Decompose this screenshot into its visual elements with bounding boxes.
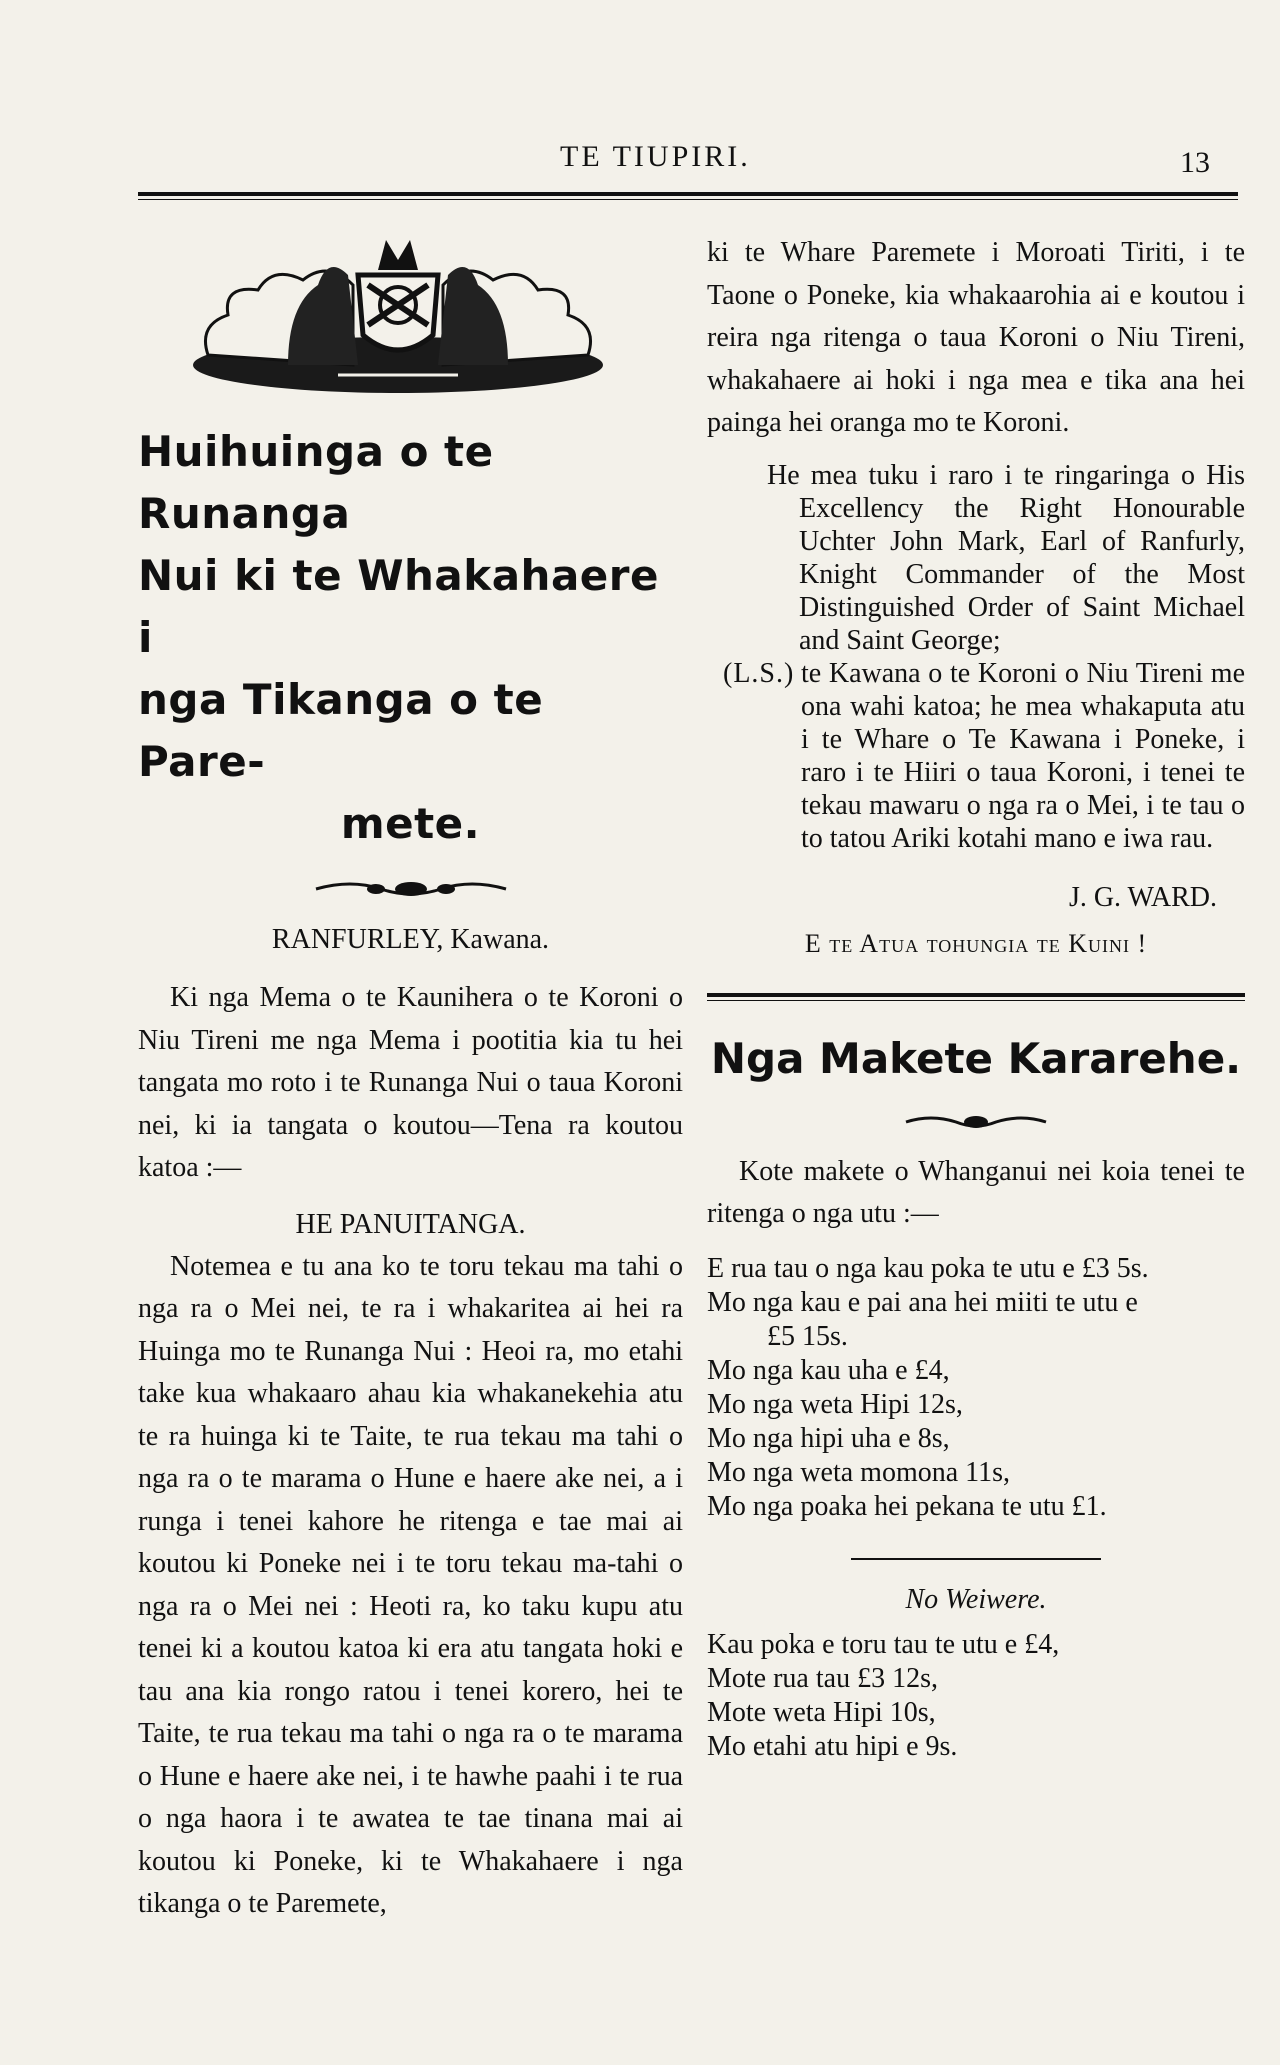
price-line: Mo nga hipi uha e 8s, [707, 1422, 950, 1454]
ornament-divider [311, 877, 511, 901]
headline-line: nga Tikanga o te Pare- [138, 675, 544, 786]
price-line: Mote weta Hipi 10s, [707, 1696, 936, 1728]
price-line: £5 15s. [767, 1320, 848, 1352]
seal-label: (L.S.) [723, 657, 795, 689]
proclamation-first: He mea tuku i raro i te ringaringa o His Excellency the Right Honourable Uchter John Mark, Earl of Ranfurly, Knight Commander of the Most Distinguished Order of Saint Michael and Saint George; [767, 459, 1245, 656]
proclamation [723, 459, 1245, 855]
headline-line: mete. [340, 799, 481, 848]
continuation-paragraph: ki te Whare Paremete i Moroati Tiriti, i te Taone o Poneke, kia whakaarohia ai e koutou i reira nga ritenga o taua Koroni o Niu Tireni, whakahaere ai hoki i nga mea e tika ana hei painga hei oranga mo te Koroni. [707, 237, 1245, 438]
header-rule [138, 192, 1238, 200]
price-line: Mote rua tau £3 12s, [707, 1662, 938, 1694]
weiwere-heading: No Weiwere. [905, 1583, 1047, 1615]
price-line: Mo nga kau e pai ana hei miiti te utu e [707, 1286, 1138, 1318]
main-headline [138, 421, 683, 855]
price-line: Mo nga poaka hei pekana te utu £1. [707, 1490, 1107, 1522]
notice-body: Notemea e tu ana ko te toru tekau ma tahi o nga ra o Mei nei, te ra i whakaritea ai hei ra Huinga mo te Runanga Nui : Heoi ra, mo etahi take kua whakaaro ahau kia whakanekehia atu te ra huinga ki te Taite, te rua tekau ma tahi o nga ra o te marama o Hune e haere ake nei, a i runga i tenei kahore he ritenga e tae mai ai koutou ki Poneke nei i te toru tekau ma-tahi o nga ra o Mei nei : Heoti ra, ko taku kupu atu tenei ki a koutou katoa ki era atu tangata hoki e tau ana kia rongo ratou i tenei korero, hei te Taite, te rua tekau ma tahi o nga ra o te marama o Hune e haere ake nei, i te hawhe paahi i te rua o nga haora i te awatea te tae tinana mai ai koutou ki Poneke, ki te Whakahaere i nga tikanga o te Paremete, [138, 1250, 683, 1919]
price-line: Mo nga weta Hipi 12s, [707, 1388, 963, 1420]
price-line: E rua tau o nga kau poka te utu e £3 5s. [707, 1252, 1149, 1284]
left-column [138, 215, 683, 1926]
page-number: 13 [1180, 146, 1210, 179]
short-rule [851, 1558, 1101, 1560]
price-line: Mo etahi atu hipi e 9s. [707, 1730, 958, 1762]
right-column [707, 232, 1245, 1764]
ornament-divider [901, 1111, 1051, 1133]
headline-line: Huihuinga o te Runanga [138, 427, 494, 538]
price-line: Mo nga weta momona 11s, [707, 1456, 1011, 1488]
price-line: Mo nga kau uha e £4, [707, 1354, 950, 1386]
price-line: Kau poka e toru tau te utu e £4, [707, 1628, 1060, 1660]
governor-name: RANFURLEY, Kawana. [271, 924, 550, 955]
weiwere-price-list [707, 1628, 1245, 1764]
notice-heading: HE PANUITANGA. [295, 1208, 526, 1240]
god-save-the-queen: E te Atua tohungia te Kuini ! [804, 928, 1148, 958]
proclamation-rest: te Kawana o te Koroni o Niu Tireni me ona wahi katoa; he mea whakaputa atu i te Whare o Te Kawana i Poneke, i raro i te Hiiri o taua Koroni, i tenei te tekau mawaru o nga ra o Mei, i te tau o to tatou Ariki kotahi mano e iwa rau. [801, 657, 1245, 854]
headline-line: Nui ki te Whakahaere i [138, 551, 659, 662]
address-paragraph: Ki nga Mema o te Kaunihera o te Koroni o Niu Tireni me nga Mema i pootitia kia tu hei tangata mo roto i te Runanga Nui o taua Koroni nei, ki ia tangata o koutou—Tena ra koutou katoa :— [138, 982, 683, 1183]
section-rule [707, 993, 1245, 1001]
price-list [707, 1252, 1245, 1524]
signature: J. G. WARD. [1068, 881, 1217, 913]
market-intro: Kote makete o Whanganui nei koia tenei te ritenga o nga utu :— [707, 1155, 1245, 1229]
market-headline: Nga Makete Kararehe. [710, 1033, 1242, 1083]
coat-of-arms-illustration [178, 215, 618, 415]
running-title: TE TIUPIRI. [560, 140, 751, 173]
